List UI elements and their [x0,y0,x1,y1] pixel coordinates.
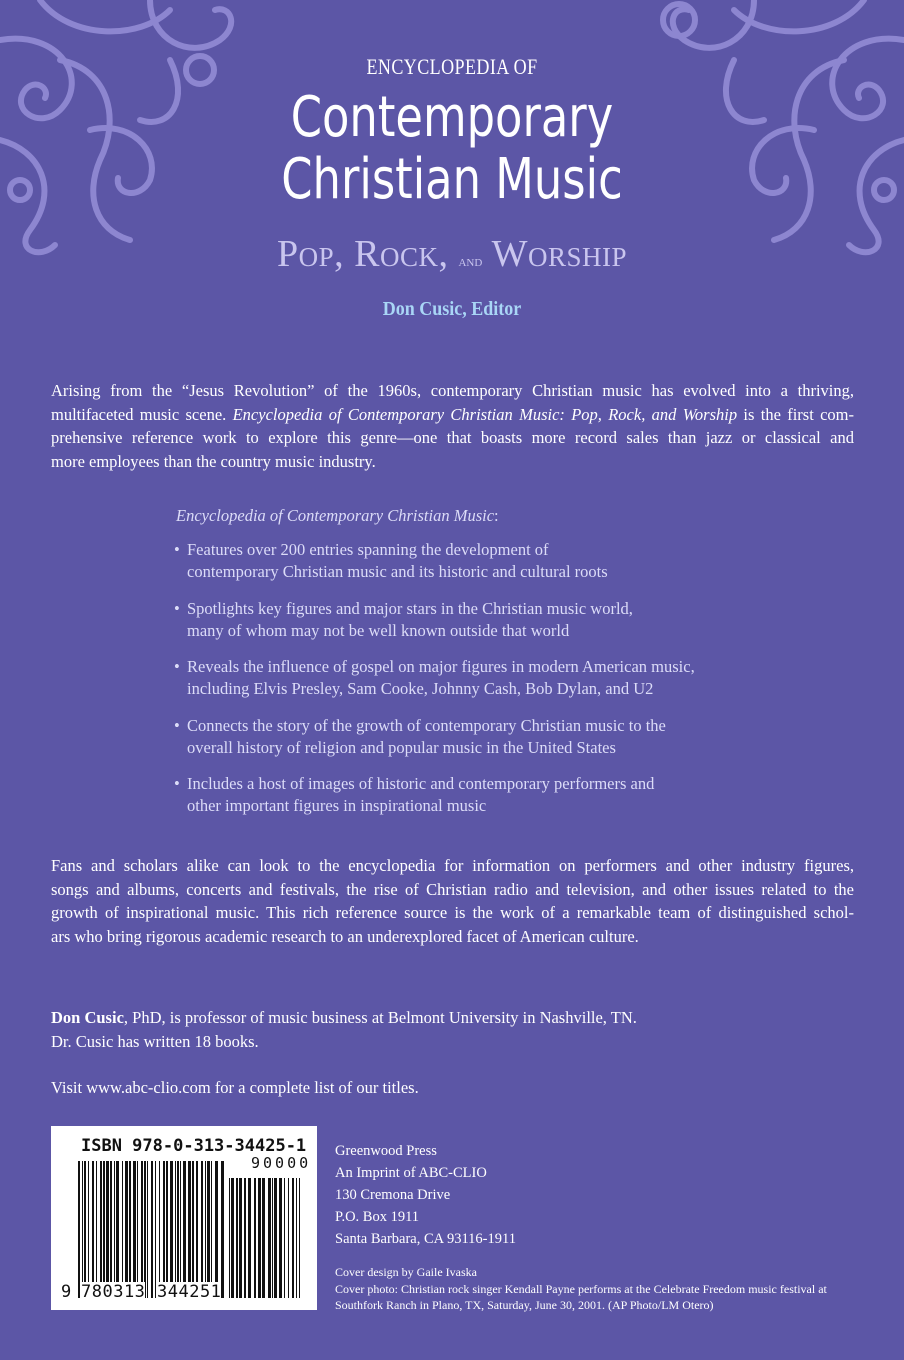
publisher-po-box: P.O. Box 1911 [335,1209,420,1225]
editor-credit: Don Cusic, Editor [382,298,522,320]
barcode-bar [231,1178,234,1298]
barcode-bar [100,1161,102,1298]
bullet-icon: • [174,540,180,559]
barcode-bar [188,1161,191,1298]
list-item-line: many of whom may not be well known outside that world [187,620,570,640]
bio-text: , PhD, is professor of music business at Belmont University in Nashville, TN. [123,1008,637,1027]
visit-website-line: Visit www.abc-clio.com for a complete list of our titles. [51,1078,419,1097]
bullet-icon: • [174,657,180,676]
list-item-line: Includes a host of images of historic and contemporary performers and [187,774,655,793]
barcode-bar [192,1161,194,1298]
intro-line: prehensive reference work to explore this genre—one that boasts more record sales than jazz or classical and [51,428,854,447]
ean-right-digits: 344251 [157,1282,222,1302]
list-item [174,656,734,700]
features-heading-colon: : [494,506,499,525]
cover-credits [335,1264,827,1314]
list-item [174,773,734,817]
barcode-bar [221,1161,224,1298]
price-code: 90000 [251,1154,312,1172]
list-item [174,715,734,759]
list-item-line: contemporary Christian music and its historic and cultural roots [187,562,608,581]
barcode-bar [262,1178,265,1298]
barcode-bar [170,1161,173,1298]
list-item-line: Features over 200 entries spanning the development of [187,540,549,559]
barcode-bar [175,1161,176,1298]
publisher-imprint: An Imprint of ABC-CLIO [335,1165,487,1181]
intro-line [51,403,854,427]
barcode-bar [236,1178,238,1298]
barcode-bar [155,1161,156,1298]
intro-line: more employees than the country music industry. [51,451,376,471]
title-line-1: Contemporary [290,85,614,150]
publisher-name: Greenwood Press [335,1143,437,1159]
barcode-bar [110,1161,112,1298]
barcode-bar [292,1178,294,1298]
list-item-line: overall history of religion and popular music in the United States [187,737,616,757]
barcode-bar [82,1161,83,1298]
barcode-bar [248,1178,251,1298]
intro-book-title: Encyclopedia of Contemporary Christian Music: Pop, Rock, and Worship [232,404,738,424]
barcode-bar [103,1161,105,1298]
barcode-bar [239,1178,242,1298]
barcode-bar [141,1161,143,1298]
barcode-bar [125,1161,128,1298]
barcode-bar [299,1178,300,1298]
barcode-bar [215,1161,218,1298]
list-item [174,598,734,642]
subtitle [0,232,904,276]
barcode-bar [129,1161,131,1298]
bio-line [51,1006,854,1030]
list-item-line: Connects the story of the growth of contemporary Christian music to the [187,715,666,735]
barcode-bar [201,1161,203,1298]
summary-line: ars who bring rigorous academic research to an underexplored facet of American culture. [51,926,639,946]
barcode-bar [166,1161,168,1298]
cover-photo-credit: Southfork Ranch in Plano, TX, Saturday, June 30, 2001. (AP Photo/LM Otero) [335,1298,714,1312]
barcode-bar [180,1161,181,1298]
barcode-bar [284,1178,285,1298]
barcode-bar [196,1161,198,1298]
isbn-barcode [51,1126,317,1310]
author-name: Don Cusic [51,1008,124,1027]
publisher-street: 130 Cremona Drive [335,1187,451,1203]
barcode-bar [211,1161,212,1298]
barcode-bar [268,1178,271,1298]
summary-line: songs and albums, concerts and festivals, the rise of Christian radio and television, and other issues related to the [51,879,854,899]
barcode-bar [122,1161,123,1298]
list-item-line: other important figures in inspirational music [187,796,487,815]
features-heading-text: Encyclopedia of Contemporary Christian Music [176,506,495,525]
barcode-bar [106,1161,109,1298]
title-line-2: Christian Music [281,147,623,212]
intro-paragraph [51,379,854,473]
barcode-bar [96,1161,97,1298]
barcode-bar [92,1161,94,1298]
ean-first-digit: 9 [61,1282,72,1302]
barcode-bar [244,1178,246,1298]
list-item-line: Spotlights key figures and major stars in the Christian music world, [187,598,633,618]
intro-text: multifaceted music scene. [51,404,233,424]
bullet-icon: • [174,598,180,618]
barcode-bar [114,1161,115,1298]
barcode-bar [137,1161,138,1298]
barcode-bar [229,1178,230,1298]
barcode-bar [84,1161,86,1298]
barcode-bar [78,1161,80,1298]
intro-text: is the first com- [737,404,855,424]
barcode-bar [147,1161,148,1298]
cover-photo-credit: Cover photo: Christian rock singer Kendall Payne performs at the Celebrate Freedom music festival at [335,1281,827,1296]
bullet-icon: • [174,715,180,735]
subtitle-part-a: Pop, Rock, [276,233,449,275]
intro-line: Arising from the “Jesus Revolution” of the 1960s, contemporary Christian music has evolved into a thriving, [51,381,854,400]
barcode-bar [133,1161,136,1298]
barcode-bar [177,1161,179,1298]
isbn-text: ISBN 978-0-313-34425-1 [81,1136,307,1156]
barcode-bar [274,1178,277,1298]
publisher-address [335,1140,516,1250]
barcode-bar [116,1161,119,1298]
bio-line: Dr. Cusic has written 18 books. [51,1031,259,1051]
features-heading [176,506,499,526]
list-item [174,539,734,583]
barcode-bar [183,1161,186,1298]
author-bio [51,1006,854,1053]
barcode-bar [163,1161,165,1298]
publisher-city: Santa Barbara, CA 93116-1911 [335,1231,516,1247]
cover-design-credit: Cover design by Gaile Ivaska [335,1265,477,1279]
barcode-bar [296,1178,297,1298]
summary-line: growth of inspirational music. This rich reference source is the work of a remarkable team of distinguished schol- [51,903,854,922]
barcode-bar [288,1178,289,1298]
barcode-bar [254,1178,256,1298]
barcode-bar [88,1161,89,1298]
summary-line: Fans and scholars alike can look to the encyclopedia for information on performers and other industry figures, [51,856,854,875]
barcode-bar [144,1161,146,1298]
barcode-bar [272,1178,273,1298]
list-item-line: including Elvis Presley, Sam Cooke, Johnny Cash, Bob Dylan, and U2 [187,679,654,698]
list-item-line: Reveals the influence of gospel on major figures in modern American music, [187,657,695,676]
barcode-bar [151,1161,153,1298]
features-list [174,539,734,832]
bullet-icon: • [174,774,180,793]
subtitle-part-b: Worship [491,233,628,275]
subtitle-and: and [458,254,483,270]
summary-paragraph [51,854,854,948]
barcode-bar [258,1178,261,1298]
barcode-bar [279,1178,282,1298]
barcode-bar [205,1161,206,1298]
barcode-bar [159,1161,160,1298]
ean-left-digits: 780313 [81,1282,146,1302]
barcode-bar [207,1161,210,1298]
title-kicker: ENCYCLOPEDIA OF [366,54,538,79]
